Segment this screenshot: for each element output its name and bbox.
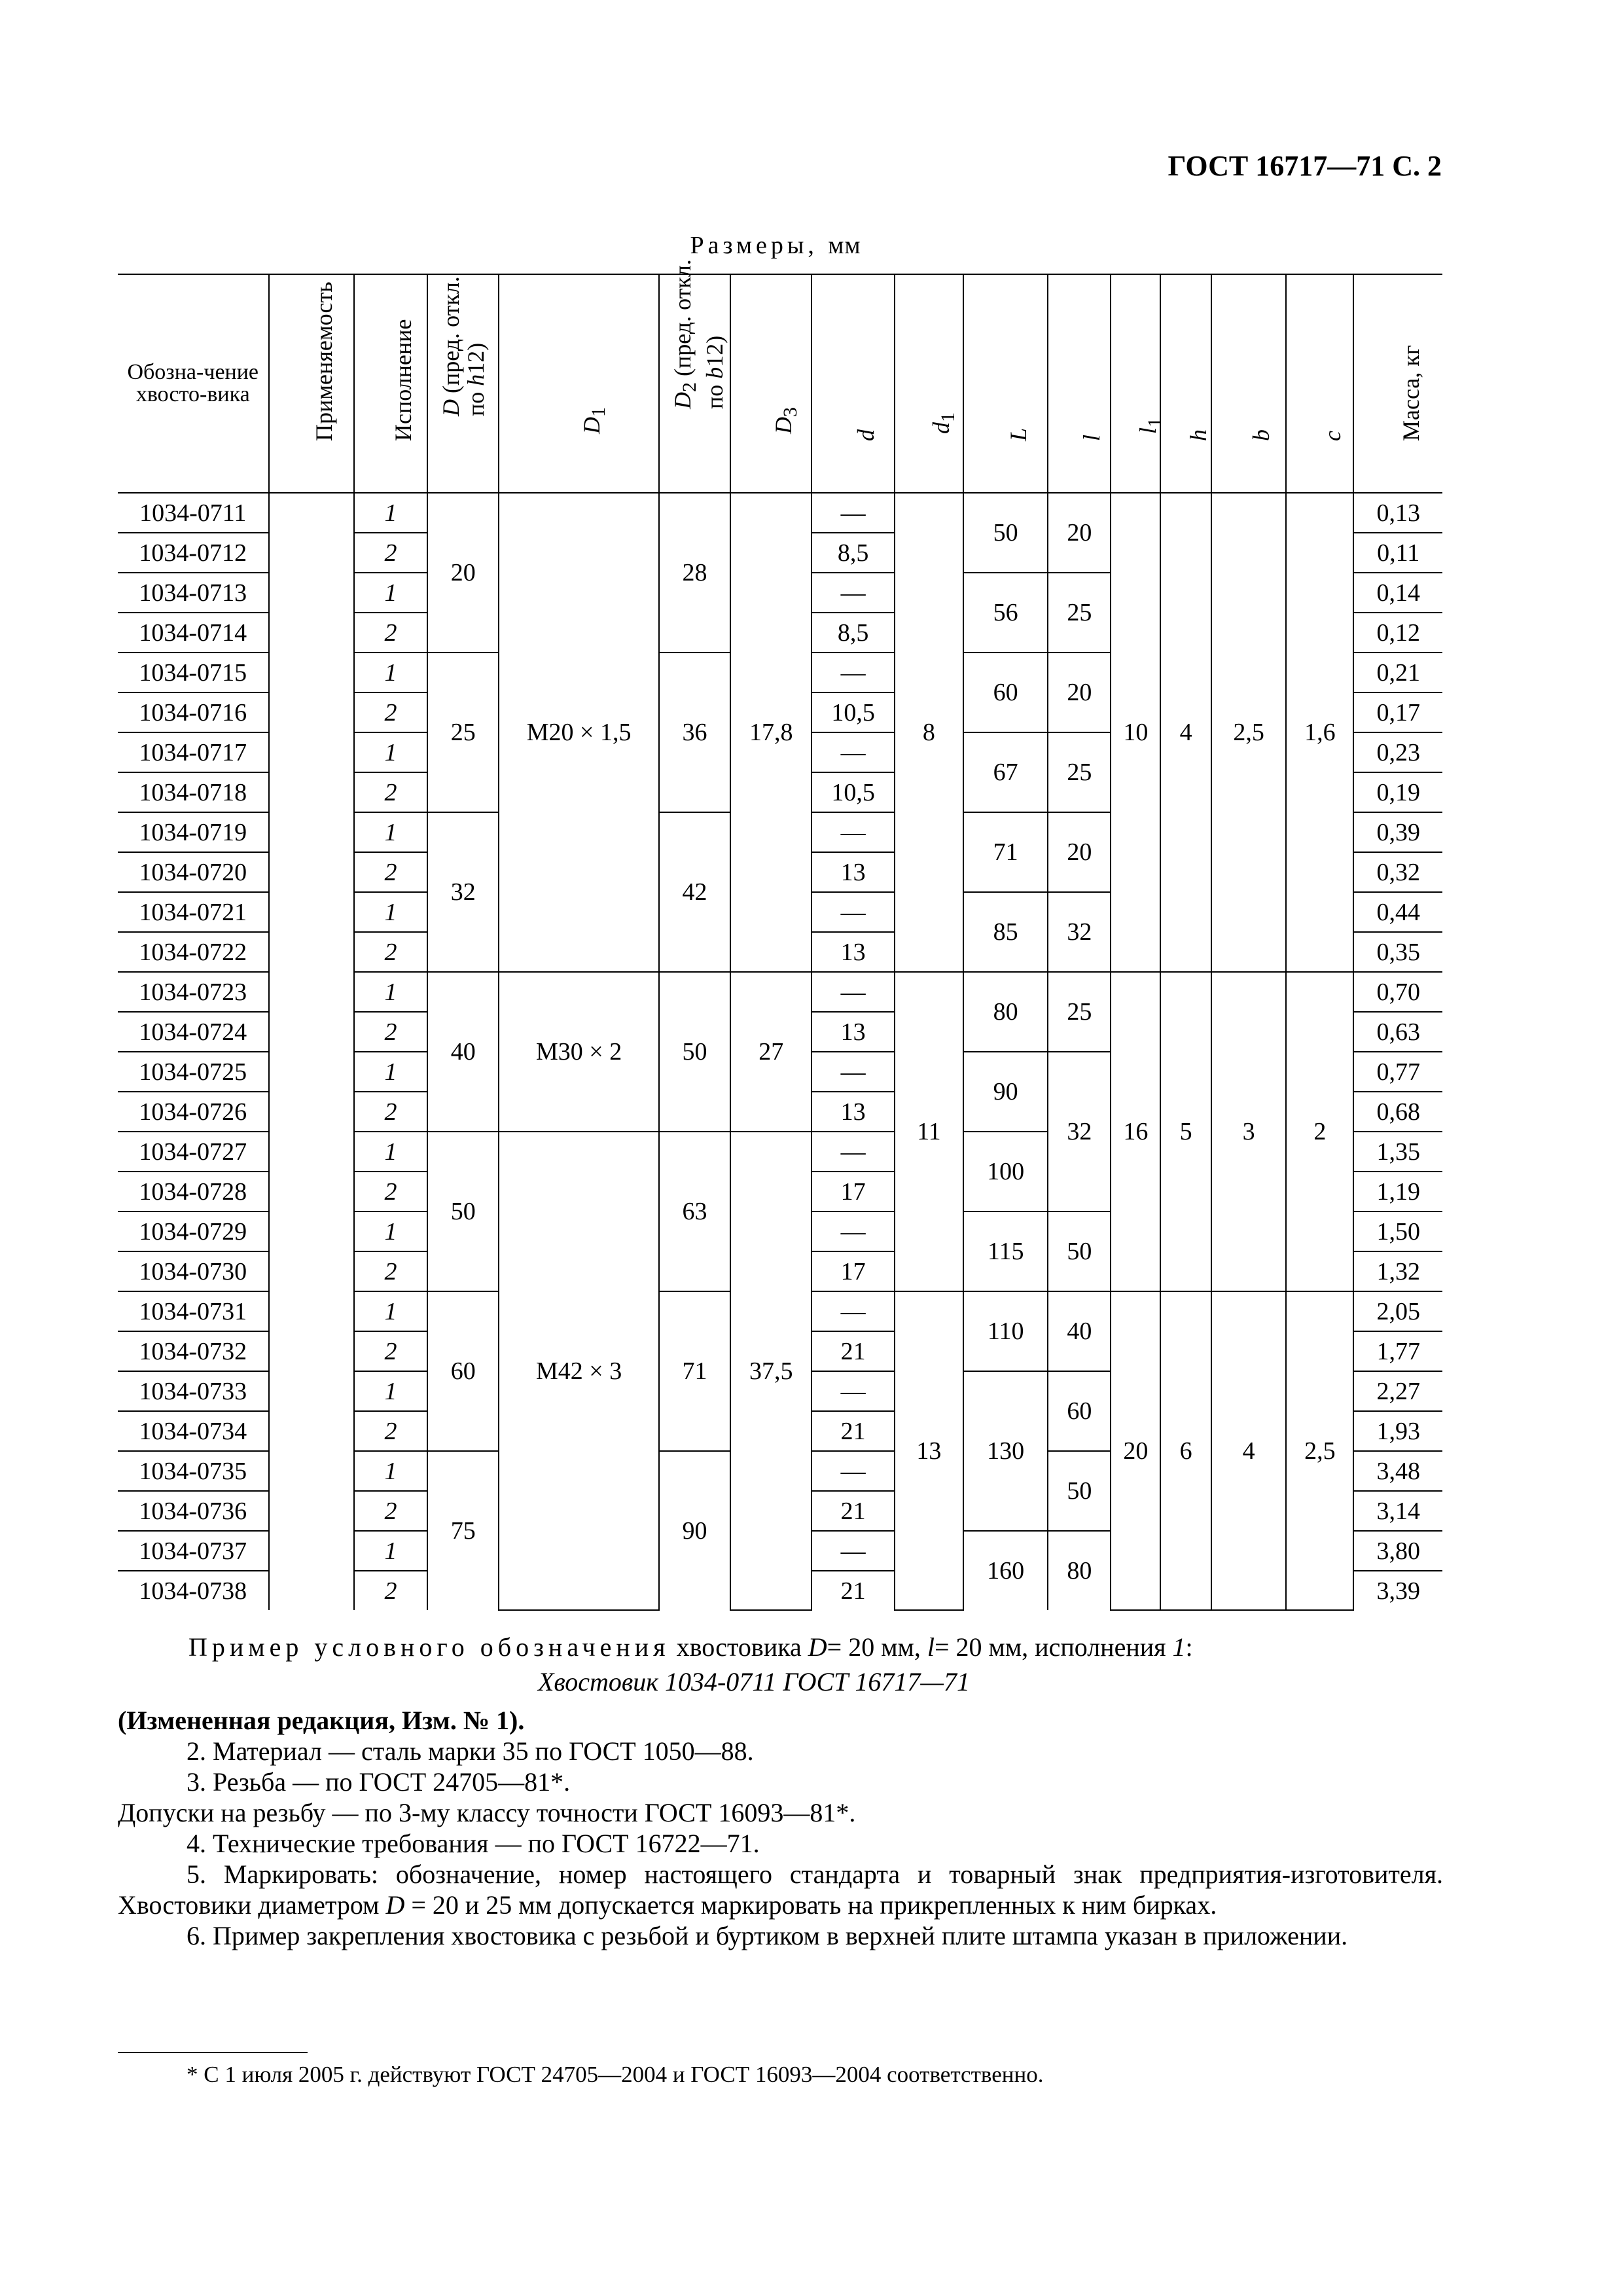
cell-h: 5 bbox=[1160, 972, 1211, 1291]
cell-code: 1034-0716 bbox=[118, 692, 269, 732]
cell-L: 85 bbox=[963, 892, 1048, 972]
cell-d: — bbox=[812, 1291, 894, 1331]
cell-code: 1034-0728 bbox=[118, 1172, 269, 1211]
cell-d: 21 bbox=[812, 1491, 894, 1531]
cell-L: 56 bbox=[963, 573, 1048, 653]
cell-d: — bbox=[812, 1052, 894, 1092]
cell-applicability bbox=[269, 493, 354, 1610]
cell-exec: 2 bbox=[354, 1172, 427, 1211]
cell-D: 40 bbox=[427, 972, 499, 1132]
cell-D2: 50 bbox=[659, 972, 730, 1132]
cell-D1: M42 × 3 bbox=[499, 1132, 659, 1610]
cell-l: 50 bbox=[1048, 1451, 1111, 1531]
cell-l: 25 bbox=[1048, 732, 1111, 812]
cell-d: — bbox=[812, 573, 894, 613]
cell-h: 6 bbox=[1160, 1291, 1211, 1610]
cell-d: — bbox=[812, 1451, 894, 1491]
cell-d1: 8 bbox=[895, 493, 963, 972]
cell-d: — bbox=[812, 732, 894, 772]
cell-mass: 0,39 bbox=[1353, 812, 1442, 852]
cell-mass: 1,35 bbox=[1353, 1132, 1442, 1172]
cell-code: 1034-0719 bbox=[118, 812, 269, 852]
cell-exec: 2 bbox=[354, 1012, 427, 1052]
cell-d: 13 bbox=[812, 1012, 894, 1052]
cell-mass: 1,93 bbox=[1353, 1411, 1442, 1451]
cell-code: 1034-0727 bbox=[118, 1132, 269, 1172]
notes bbox=[118, 1705, 1443, 1951]
footnote: * С 1 июля 2005 г. действуют ГОСТ 24705—2004 и ГОСТ 16093—2004 соответственно. bbox=[187, 2062, 1044, 2087]
cell-L: 80 bbox=[963, 972, 1048, 1052]
note-3: 3. Резьба — по ГОСТ 24705—81*. bbox=[187, 1767, 571, 1797]
cell-mass: 0,70 bbox=[1353, 972, 1442, 1012]
cell-l: 80 bbox=[1048, 1531, 1111, 1610]
cell-mass: 0,17 bbox=[1353, 692, 1442, 732]
cell-mass: 0,32 bbox=[1353, 852, 1442, 892]
cell-L: 130 bbox=[963, 1371, 1048, 1531]
cell-code: 1034-0737 bbox=[118, 1531, 269, 1571]
cell-exec: 1 bbox=[354, 1451, 427, 1491]
cell-exec: 1 bbox=[354, 892, 427, 932]
cell-mass: 0,12 bbox=[1353, 613, 1442, 653]
cell-d: 13 bbox=[812, 852, 894, 892]
cell-d: — bbox=[812, 1132, 894, 1172]
table-row bbox=[118, 493, 1442, 533]
cell-code: 1034-0718 bbox=[118, 772, 269, 812]
cell-code: 1034-0714 bbox=[118, 613, 269, 653]
cell-d: 21 bbox=[812, 1411, 894, 1451]
cell-exec: 2 bbox=[354, 533, 427, 573]
cell-d: — bbox=[812, 972, 894, 1012]
cell-l: 20 bbox=[1048, 653, 1111, 732]
cell-exec: 2 bbox=[354, 1092, 427, 1132]
page-header: ГОСТ 16717—71 С. 2 bbox=[1168, 150, 1442, 182]
cell-d: — bbox=[812, 653, 894, 692]
cell-code: 1034-0729 bbox=[118, 1211, 269, 1251]
cell-D1: M20 × 1,5 bbox=[499, 493, 659, 972]
cell-D3: 37,5 bbox=[730, 1132, 812, 1610]
table-caption: Размеры, мм bbox=[690, 232, 861, 259]
cell-d: 10,5 bbox=[812, 692, 894, 732]
cell-code: 1034-0723 bbox=[118, 972, 269, 1012]
header-designation: Обозна-чение хвосто-вика bbox=[118, 274, 269, 493]
cell-l: 20 bbox=[1048, 493, 1111, 573]
cell-d: — bbox=[812, 1211, 894, 1251]
cell-L: 71 bbox=[963, 812, 1048, 892]
cell-code: 1034-0738 bbox=[139, 1577, 247, 1605]
cell-exec: 1 bbox=[354, 653, 427, 692]
note-5: 5. Маркировать: обозначение, номер настоящего стандарта и товарный знак предприятия-изготовителя. Хвостовики диаметром D = 20 и 25 мм допускается маркировать на прикрепленных к ним бирках. bbox=[118, 1859, 1443, 1920]
cell-code: 1034-0731 bbox=[118, 1291, 269, 1331]
cell-l: 20 bbox=[1048, 812, 1111, 892]
cell-exec: 2 bbox=[354, 1251, 427, 1291]
cell-d: 8,5 bbox=[812, 613, 894, 653]
header-execution: Исполнение bbox=[354, 274, 427, 493]
note-tolerances: Допуски на резьбу — по 3-му классу точности ГОСТ 16093—81*. bbox=[118, 1798, 856, 1827]
cell-D2: 36 bbox=[659, 653, 730, 812]
cell-l1: 16 bbox=[1111, 972, 1160, 1291]
cell-exec: 2 bbox=[354, 1491, 427, 1531]
cell-L: 67 bbox=[963, 732, 1048, 812]
cell-mass: 0,35 bbox=[1353, 932, 1442, 972]
header-l1: $l_1$ bbox=[1111, 274, 1160, 493]
cell-mass: 0,77 bbox=[1353, 1052, 1442, 1092]
cell-exec: 1 bbox=[354, 1291, 427, 1331]
cell-L: 50 bbox=[963, 493, 1048, 573]
cell-l1: 20 bbox=[1111, 1291, 1160, 1610]
cell-h: 4 bbox=[1160, 493, 1211, 972]
cell-D: 20 bbox=[427, 493, 499, 653]
cell-b: 2,5 bbox=[1211, 493, 1286, 972]
cell-mass: 0,11 bbox=[1353, 533, 1442, 573]
cell-mass: 0,19 bbox=[1353, 772, 1442, 812]
cell-exec: 1 bbox=[354, 573, 427, 613]
cell-code: 1034-0736 bbox=[118, 1491, 269, 1531]
cell-code: 1034-0721 bbox=[118, 892, 269, 932]
header-h: h bbox=[1160, 274, 1211, 493]
cell-mass: 1,50 bbox=[1353, 1211, 1442, 1251]
cell-exec: 1 bbox=[354, 1531, 427, 1571]
cell-l: 40 bbox=[1048, 1291, 1111, 1371]
cell-mass: 0,23 bbox=[1353, 732, 1442, 772]
cell-exec: 1 bbox=[354, 972, 427, 1012]
header-D: D (пред. откл. по h12) bbox=[427, 274, 499, 493]
cell-D3: 27 bbox=[730, 972, 812, 1132]
cell-d: — bbox=[812, 812, 894, 852]
cell-d1: 11 bbox=[895, 972, 963, 1291]
cell-exec: 2 bbox=[354, 932, 427, 972]
cell-exec: 1 bbox=[354, 732, 427, 772]
cell-code: 1034-0734 bbox=[118, 1411, 269, 1451]
cell-mass: 2,27 bbox=[1353, 1371, 1442, 1411]
cell-d: — bbox=[812, 1531, 894, 1571]
cell-D2: 90 bbox=[659, 1451, 730, 1610]
cell-exec: 1 bbox=[354, 1211, 427, 1251]
cell-mass: 0,68 bbox=[1353, 1092, 1442, 1132]
cell-d: 17 bbox=[812, 1251, 894, 1291]
cell-d: — bbox=[812, 1371, 894, 1411]
cell-code: 1034-0732 bbox=[118, 1331, 269, 1371]
cell-mass: 0,13 bbox=[1353, 493, 1442, 533]
cell-exec: 2 bbox=[354, 1331, 427, 1371]
cell-c: 2,5 bbox=[1286, 1291, 1353, 1610]
cell-mass: 3,14 bbox=[1353, 1491, 1442, 1531]
cell-L: 110 bbox=[963, 1291, 1048, 1371]
cell-l: 32 bbox=[1048, 892, 1111, 972]
cell-exec: 2 bbox=[354, 1411, 427, 1451]
note-2: 2. Материал — сталь марки 35 по ГОСТ 1050—88. bbox=[187, 1736, 754, 1766]
cell-l: 25 bbox=[1048, 573, 1111, 653]
cell-mass: 2,05 bbox=[1353, 1291, 1442, 1331]
cell-mass: 3,39 bbox=[1353, 1571, 1442, 1610]
cell-mass: 3,80 bbox=[1353, 1531, 1442, 1571]
cell-code: 1034-0735 bbox=[118, 1451, 269, 1491]
cell-L: 60 bbox=[963, 653, 1048, 732]
cell-code: 1034-0712 bbox=[118, 533, 269, 573]
cell-L: 90 bbox=[963, 1052, 1048, 1132]
cell-l: 25 bbox=[1048, 972, 1111, 1052]
cell-exec: 2 bbox=[354, 1571, 427, 1610]
cell-D3: 17,8 bbox=[730, 493, 812, 972]
cell-L: 160 bbox=[963, 1531, 1048, 1610]
cell-mass: 0,21 bbox=[1353, 653, 1442, 692]
table-header-row bbox=[118, 274, 1442, 493]
cell-code: 1034-0730 bbox=[118, 1251, 269, 1291]
cell-d: — bbox=[812, 892, 894, 932]
cell-D2: 71 bbox=[659, 1291, 730, 1451]
cell-L: 115 bbox=[963, 1211, 1048, 1291]
cell-exec: 1 bbox=[354, 1132, 427, 1172]
cell-exec: 1 bbox=[354, 1052, 427, 1092]
header-D2: $D_2$ (пред. откл. по b12) bbox=[659, 274, 730, 493]
cell-mass: 0,14 bbox=[1353, 573, 1442, 613]
cell-D: 75 bbox=[427, 1451, 499, 1610]
cell-D2: 63 bbox=[659, 1132, 730, 1291]
cell-D: 60 bbox=[427, 1291, 499, 1451]
cell-exec: 2 bbox=[354, 692, 427, 732]
cell-d: 8,5 bbox=[812, 533, 894, 573]
cell-d: 13 bbox=[812, 1092, 894, 1132]
designation-example: Пример условного обозначения хвостовика D= 20 мм, l= 20 мм, исполнения 1: bbox=[188, 1632, 1193, 1662]
header-L: L bbox=[963, 274, 1048, 493]
cell-exec: 1 bbox=[354, 812, 427, 852]
note-6: 6. Пример закрепления хвостовика с резьбой и буртиком в верхней плите штампа указан в приложении. bbox=[187, 1921, 1348, 1950]
cell-code: 1034-0733 bbox=[118, 1371, 269, 1411]
cell-d: 10,5 bbox=[812, 772, 894, 812]
header-D3: $D_3$ bbox=[730, 274, 812, 493]
cell-mass: 0,63 bbox=[1353, 1012, 1442, 1052]
cell-mass: 3,48 bbox=[1353, 1451, 1442, 1491]
amendment-note: (Измененная редакция, Изм. № 1). bbox=[118, 1706, 525, 1735]
cell-code: 1034-0715 bbox=[118, 653, 269, 692]
cell-code: 1034-0726 bbox=[118, 1092, 269, 1132]
cell-code: 1034-0724 bbox=[118, 1012, 269, 1052]
cell-l1: 10 bbox=[1111, 493, 1160, 972]
header-applicability: Применяемость bbox=[269, 274, 354, 493]
footnote-divider bbox=[118, 2052, 308, 2053]
cell-code: 1034-0711 bbox=[118, 493, 269, 533]
cell-code: 1034-0717 bbox=[118, 732, 269, 772]
header-D1: $D_1$ bbox=[499, 274, 659, 493]
cell-b: 3 bbox=[1211, 972, 1286, 1291]
cell-mass: 0,44 bbox=[1353, 892, 1442, 932]
cell-D1: M30 × 2 bbox=[499, 972, 659, 1132]
cell-d: 17 bbox=[812, 1172, 894, 1211]
header-c: c bbox=[1286, 274, 1353, 493]
cell-D: 50 bbox=[427, 1132, 499, 1291]
cell-d: 21 bbox=[812, 1571, 894, 1610]
cell-code: 1034-0725 bbox=[118, 1052, 269, 1092]
cell-mass: 1,77 bbox=[1353, 1331, 1442, 1371]
cell-D2: 28 bbox=[659, 493, 730, 653]
cell-exec: 2 bbox=[354, 852, 427, 892]
cell-mass: 1,19 bbox=[1353, 1172, 1442, 1211]
cell-D2: 42 bbox=[659, 812, 730, 972]
cell-d: — bbox=[812, 493, 894, 533]
cell-exec: 2 bbox=[354, 613, 427, 653]
cell-exec: 2 bbox=[354, 772, 427, 812]
note-4: 4. Технические требования — по ГОСТ 16722—71. bbox=[187, 1829, 760, 1858]
header-mass: Масса, кг bbox=[1353, 274, 1442, 493]
cell-mass: 1,32 bbox=[1353, 1251, 1442, 1291]
cell-c: 2 bbox=[1286, 972, 1353, 1291]
cell-code: 1034-0713 bbox=[118, 573, 269, 613]
cell-code: 1034-0720 bbox=[118, 852, 269, 892]
header-l: l bbox=[1048, 274, 1111, 493]
header-d: d bbox=[812, 274, 894, 493]
cell-b: 4 bbox=[1211, 1291, 1286, 1610]
dimensions-table bbox=[118, 259, 1442, 1611]
header-d1: $d_1$ bbox=[895, 274, 963, 493]
cell-l: 60 bbox=[1048, 1371, 1111, 1451]
cell-d: 13 bbox=[812, 932, 894, 972]
cell-D: 32 bbox=[427, 812, 499, 972]
cell-l: 32 bbox=[1048, 1052, 1111, 1211]
cell-code: 1034-0722 bbox=[118, 932, 269, 972]
cell-exec: 1 bbox=[354, 1371, 427, 1411]
cell-l: 50 bbox=[1048, 1211, 1111, 1291]
cell-L: 100 bbox=[963, 1132, 1048, 1211]
header-b: b bbox=[1211, 274, 1286, 493]
cell-D: 25 bbox=[427, 653, 499, 812]
designation-example-text: Хвостовик 1034-0711 ГОСТ 16717—71 bbox=[538, 1667, 970, 1696]
cell-d: 21 bbox=[812, 1331, 894, 1371]
cell-d1: 13 bbox=[895, 1291, 963, 1610]
cell-exec: 1 bbox=[354, 493, 427, 533]
cell-c: 1,6 bbox=[1286, 493, 1353, 972]
